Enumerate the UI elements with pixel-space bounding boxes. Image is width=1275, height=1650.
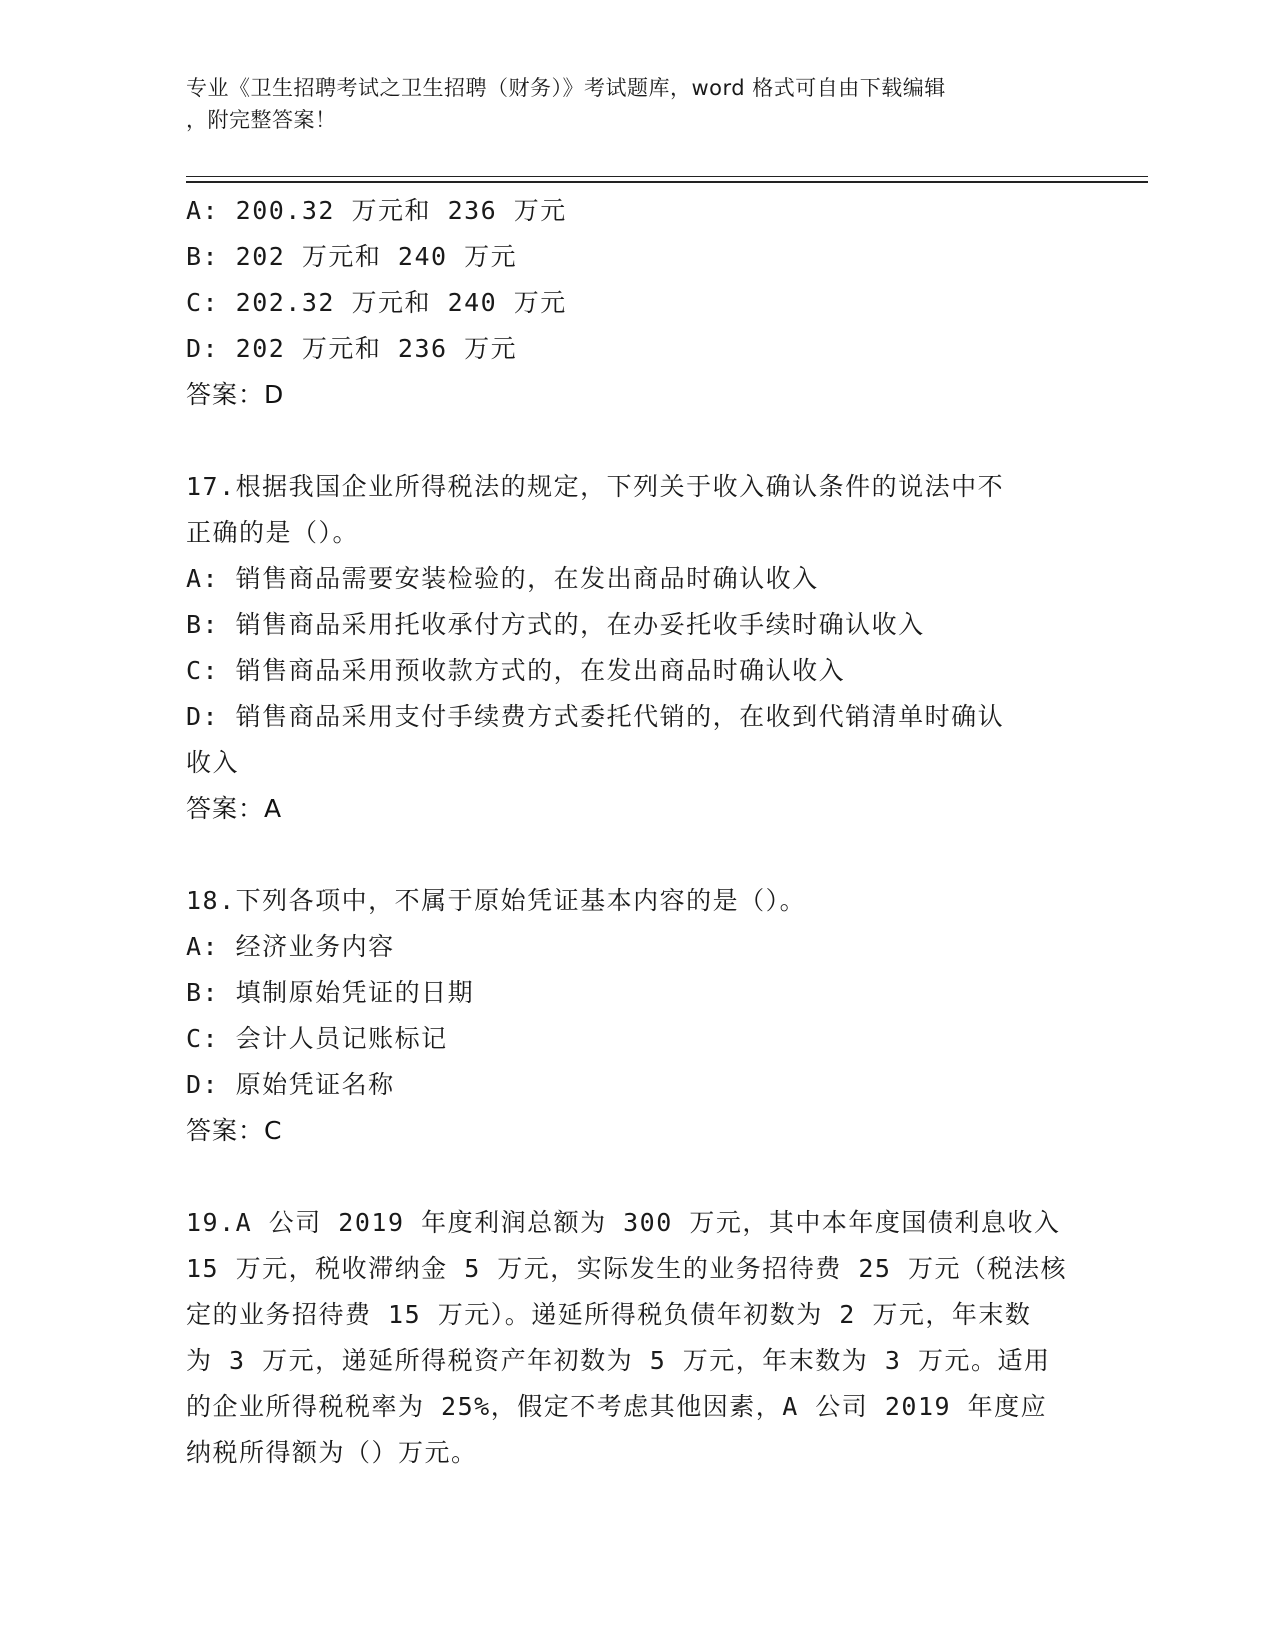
spacer [186, 832, 1086, 878]
question-stem: 15 万元，税收滞纳金 5 万元，实际发生的业务招待费 25 万元（税法核 [186, 1254, 1068, 1283]
question-stem: 正确的是（）。 [186, 518, 360, 547]
option-b: B: 销售商品采用托收承付方式的，在办妥托收手续时确认收入 [186, 610, 925, 639]
header-line-1: 专业《卫生招聘考试之卫生招聘（财务）》考试题库，word 格式可自由下载编辑 [186, 76, 946, 100]
header-divider-thin [186, 176, 1148, 177]
question-17 [186, 464, 1086, 832]
option-b: B: 填制原始凭证的日期 [186, 978, 475, 1007]
option-d: D: 销售商品采用支付手续费方式委托代销的，在收到代销清单时确认 [186, 702, 1005, 731]
option-c: C: 202.32 万元和 240 万元 [186, 288, 567, 317]
question-stem: 为 3 万元，递延所得税资产年初数为 5 万元，年末数为 3 万元。适用 [186, 1346, 1051, 1375]
answer-line: 答案：C [186, 1116, 283, 1145]
question-stem: 纳税所得额为（）万元。 [186, 1438, 478, 1467]
option-d: D: 原始凭证名称 [186, 1070, 395, 1099]
question-stem: 的企业所得税税率为 25%，假定不考虑其他因素，A 公司 2019 年度应 [186, 1392, 1048, 1421]
option-d-continued: 收入 [186, 748, 240, 777]
header-divider-thick [186, 181, 1148, 183]
question-18 [186, 878, 1086, 1154]
answer-line: 答案：A [186, 794, 283, 823]
option-c: C: 销售商品采用预收款方式的，在发出商品时确认收入 [186, 656, 846, 685]
header-line-2: ，附完整答案！ [186, 108, 337, 132]
document-header [186, 72, 1086, 136]
option-a: A: 200.32 万元和 236 万元 [186, 196, 567, 225]
question-16-continued [186, 188, 1086, 418]
spacer [186, 1154, 1086, 1200]
question-stem: 17.根据我国企业所得税法的规定，下列关于收入确认条件的说法中不 [186, 472, 1005, 501]
spacer [186, 418, 1086, 464]
question-19 [186, 1200, 1086, 1476]
option-d: D: 202 万元和 236 万元 [186, 334, 518, 363]
option-c: C: 会计人员记账标记 [186, 1024, 448, 1053]
question-stem: 定的业务招待费 15 万元）。递延所得税负债年初数为 2 万元，年末数 [186, 1300, 1032, 1329]
option-b: B: 202 万元和 240 万元 [186, 242, 518, 271]
option-a: A: 销售商品需要安装检验的，在发出商品时确认收入 [186, 564, 819, 593]
option-a: A: 经济业务内容 [186, 932, 395, 961]
question-list [186, 188, 1086, 1476]
answer-line: 答案：D [186, 380, 285, 409]
question-stem: 18.下列各项中，不属于原始凭证基本内容的是（）。 [186, 886, 807, 915]
question-stem: 19.A 公司 2019 年度利润总额为 300 万元，其中本年度国债利息收入 [186, 1208, 1061, 1237]
